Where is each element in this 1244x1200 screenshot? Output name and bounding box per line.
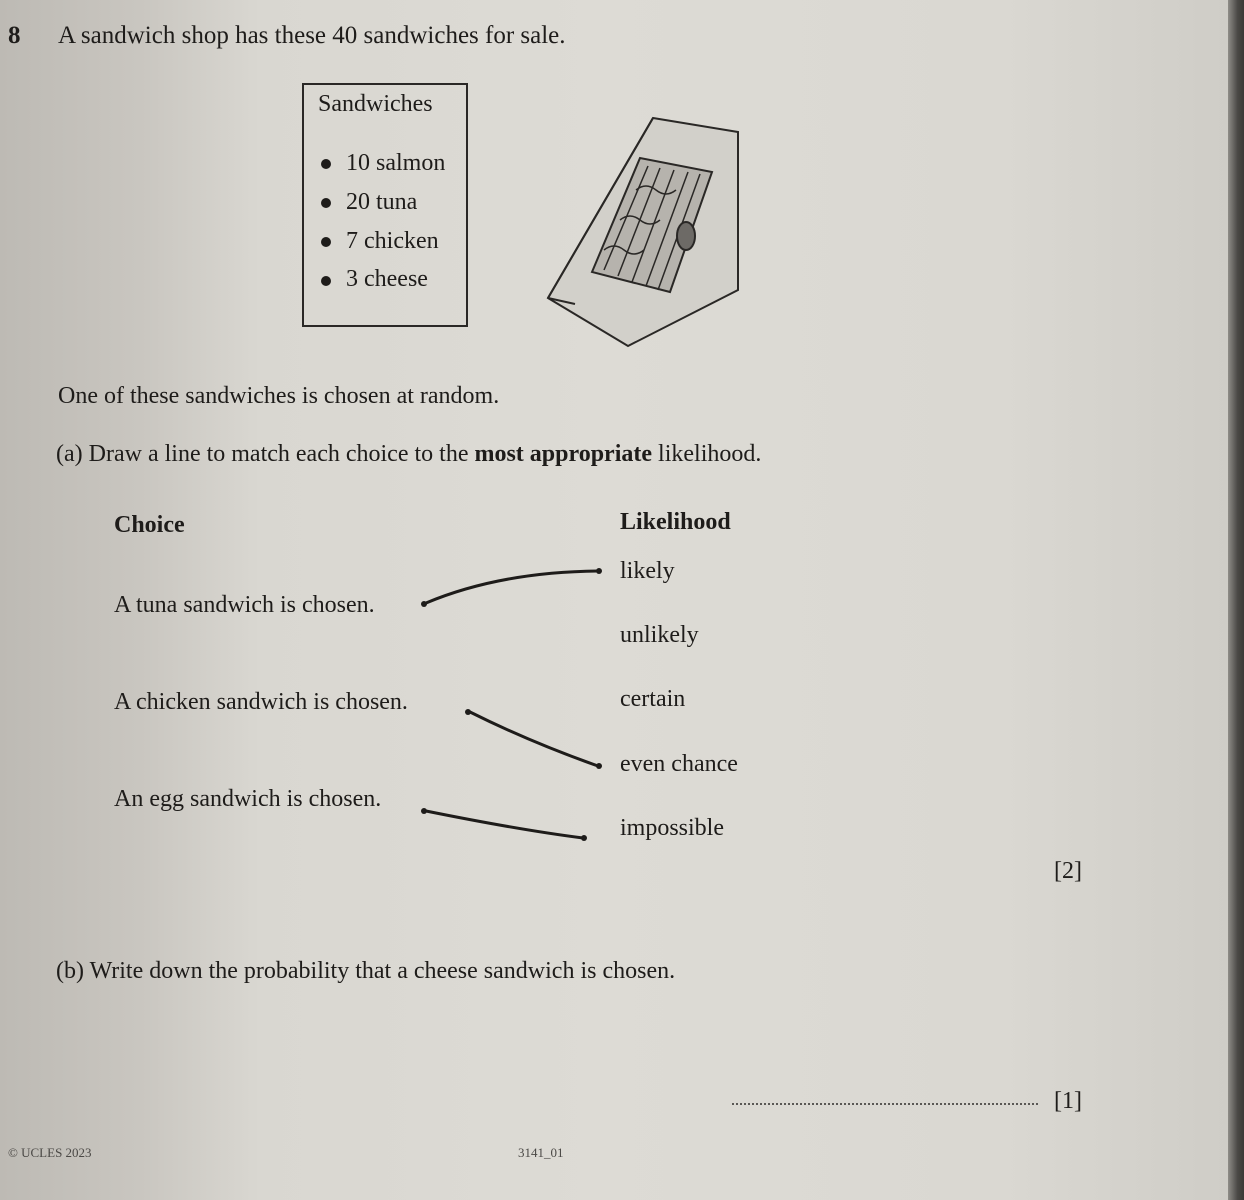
question-intro: A sandwich shop has these 40 sandwiches for sale.: [58, 22, 566, 49]
part-b-label: (b): [56, 958, 84, 984]
part-a-marks: [2]: [1054, 858, 1082, 884]
part-a-text-after: likelihood.: [658, 441, 762, 467]
sandwich-item-salmon: 10 salmon: [346, 150, 446, 176]
random-choice-sentence: One of these sandwiches is chosen at random.: [58, 383, 500, 409]
choice-chicken[interactable]: A chicken sandwich is chosen.: [114, 689, 408, 715]
choice-heading: Choice: [114, 512, 185, 538]
match-line-tuna-likely: [426, 571, 598, 603]
likelihood-certain[interactable]: certain: [620, 686, 686, 712]
likelihood-even-chance[interactable]: even chance: [620, 751, 738, 777]
part-b-text: Write down the probability that a cheese sandwich is chosen.: [89, 958, 676, 984]
match-line-egg-impossible: [426, 811, 583, 838]
sandwich-item-chicken: 7 chicken: [346, 228, 439, 254]
part-a-emphasis: most appropriate: [474, 441, 653, 467]
likelihood-likely[interactable]: likely: [620, 558, 675, 584]
part-b-question: [56, 958, 675, 985]
choice-tuna[interactable]: A tuna sandwich is chosen.: [114, 592, 375, 618]
likelihood-heading: Likelihood: [620, 509, 731, 535]
part-a-text-before: Draw a line to match each choice to the: [88, 441, 469, 467]
match-line-chicken-even-chance: [470, 712, 598, 766]
likelihood-impossible[interactable]: impossible: [620, 815, 725, 841]
answer-line[interactable]: [732, 1103, 1038, 1105]
part-b-marks: [1]: [1054, 1088, 1082, 1114]
copyright-footer: © UCLES 2023: [8, 1145, 92, 1160]
question-number: 8: [8, 22, 21, 49]
part-a-label: (a): [56, 441, 83, 467]
paper-code-footer: 3141_01: [518, 1145, 564, 1160]
choice-egg[interactable]: An egg sandwich is chosen.: [114, 786, 382, 812]
sandwich-list-title: Sandwiches: [318, 91, 433, 117]
likelihood-unlikely[interactable]: unlikely: [620, 622, 699, 648]
sandwich-item-tuna: 20 tuna: [346, 189, 418, 215]
sandwich-item-cheese: 3 cheese: [346, 266, 428, 292]
